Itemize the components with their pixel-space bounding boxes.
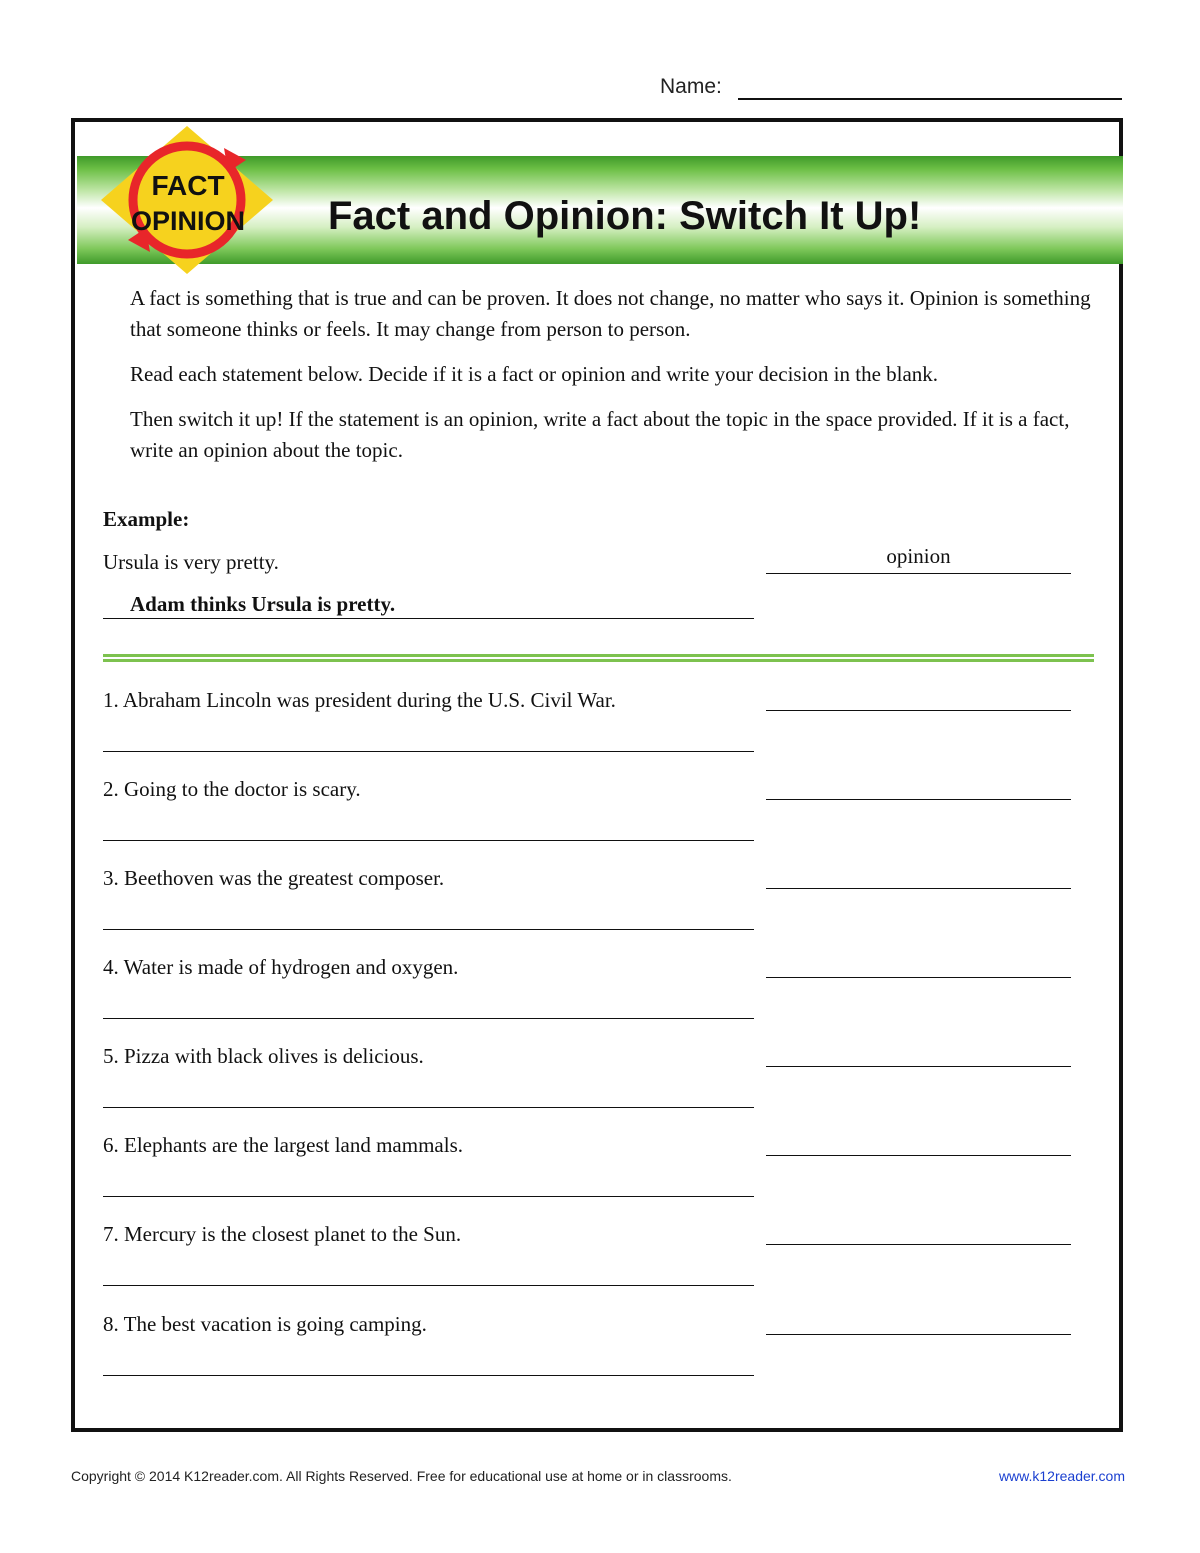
question-1 [103,686,1073,766]
logo-word-opinion: OPINION [130,206,246,236]
website-link[interactable]: www.k12reader.com [998,1468,1125,1484]
name-blank[interactable] [738,98,1122,100]
fact-or-opinion-blank[interactable] [766,1334,1071,1335]
switch-it-up-blank[interactable] [103,840,754,841]
question-text: 4. Water is made of hydrogen and oxygen. [103,955,459,979]
name-field[interactable] [660,72,1122,104]
logo-word-fact: FACT [151,170,225,201]
question-3 [103,864,1073,944]
fact-or-opinion-blank[interactable] [766,710,1071,711]
question-2 [103,775,1073,855]
question-4 [103,953,1073,1033]
question-text: 7. Mercury is the closest planet to the Sun. [103,1222,462,1246]
example-answer: opinion [766,541,1071,574]
instruction-read: Read each statement below. Decide if it is a fact or opinion and write your decision in the blank. [130,362,939,386]
example-heading: Example: [103,507,190,531]
fact-or-opinion-blank[interactable] [766,888,1071,889]
question-text: 6. Elephants are the largest land mammals. [103,1133,464,1157]
fact-or-opinion-blank[interactable] [766,1244,1071,1245]
question-7 [103,1220,1073,1300]
fact-or-opinion-blank[interactable] [766,799,1071,800]
question-5 [103,1042,1073,1122]
example-statement: Ursula is very pretty. [103,550,279,574]
question-8 [103,1310,1073,1390]
name-label: Name: [660,75,722,98]
section-divider [103,654,1094,662]
instruction-definition: A fact is something that is true and can be proven. It does not change, no matter who says it. Opinion is something that someone thinks or feels. It may change from person to person. [130,286,1091,341]
question-text: 8. The best vacation is going camping. [103,1312,427,1336]
question-text: 1. Abraham Lincoln was president during the U.S. Civil War. [103,688,616,712]
worksheet-title: Fact and Opinion: Switch It Up! [328,194,922,238]
fact-opinion-logo [100,124,275,276]
example-switched-statement: Adam thinks Ursula is pretty. [103,587,754,619]
copyright-notice: Copyright © 2014 K12reader.com. All Rights Reserved. Free for educational use at home or in classrooms. [71,1468,732,1484]
switch-it-up-blank[interactable] [103,1107,754,1108]
fact-or-opinion-blank[interactable] [766,977,1071,978]
question-text: 2. Going to the doctor is scary. [103,777,361,801]
question-6 [103,1131,1073,1211]
switch-it-up-blank[interactable] [103,1285,754,1286]
instructions [130,283,1095,480]
question-text: 3. Beethoven was the greatest composer. [103,866,445,890]
switch-it-up-blank[interactable] [103,929,754,930]
fact-or-opinion-blank[interactable] [766,1155,1071,1156]
switch-it-up-blank[interactable] [103,751,754,752]
switch-it-up-blank[interactable] [103,1196,754,1197]
instruction-switch: Then switch it up! If the statement is an opinion, write a fact about the topic in the space provided. If it is a fact, write an opinion about the topic. [130,407,1070,462]
switch-it-up-blank[interactable] [103,1018,754,1019]
switch-it-up-blank[interactable] [103,1375,754,1376]
fact-or-opinion-blank[interactable] [766,1066,1071,1067]
question-text: 5. Pizza with black olives is delicious. [103,1044,424,1068]
